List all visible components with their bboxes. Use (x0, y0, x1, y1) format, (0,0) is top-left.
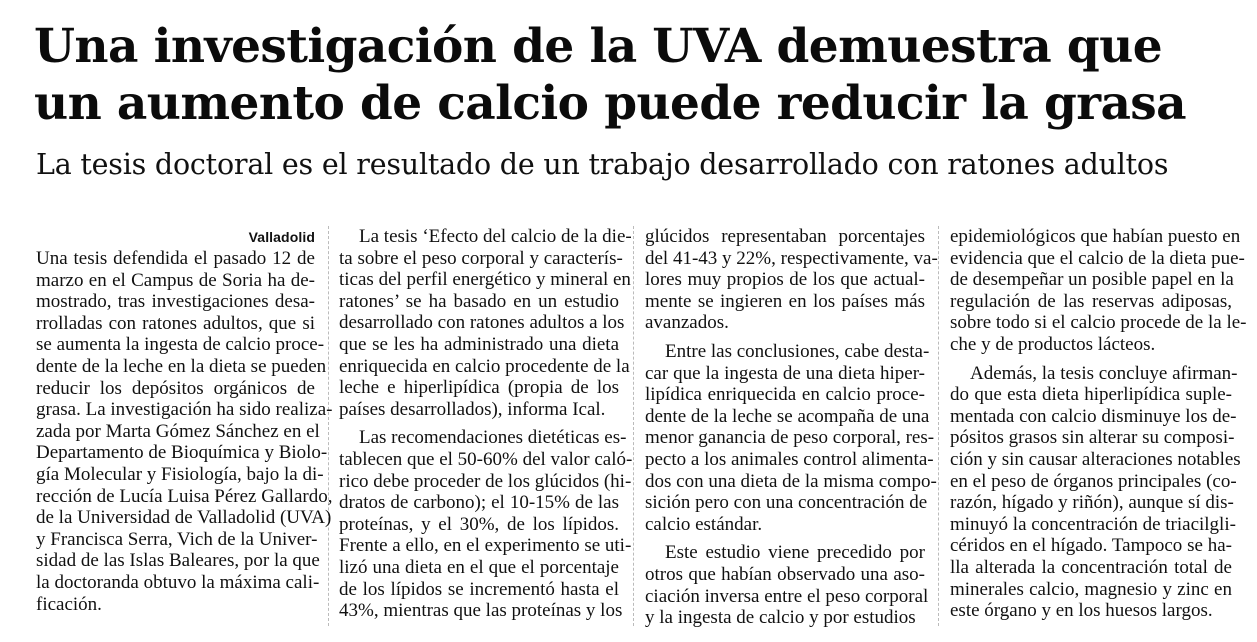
article-paragraph (36, 248, 333, 615)
headline-line: un aumento de calcio puede reducir la grasa (34, 76, 1187, 131)
article-paragraph (339, 427, 633, 622)
article-paragraph (645, 542, 929, 629)
text-line: car que la ingesta de una dieta hiper- (645, 362, 925, 384)
text-line: leche e hiperlipídica (propia de los (339, 377, 619, 399)
text-line: pósitos grasos sin alterar su composi- (950, 427, 1235, 449)
text-line: se aumenta la ingesta de calcio proce- (36, 334, 325, 356)
text-line: lla alterada la concentración total de (950, 556, 1232, 578)
text-line: desarrollado con ratones adultos a los (339, 312, 625, 334)
column-divider (328, 226, 329, 626)
dateline: Valladolid (248, 229, 315, 245)
text-line: ciación inversa entre el peso corporal (645, 585, 929, 607)
text-line: minuyó la concentración de triacilgli- (950, 513, 1236, 535)
text-line: de la Universidad de Valladolid (UVA) (36, 507, 332, 529)
text-line: glúcidos representaban porcentajes (645, 226, 925, 247)
text-line: Este estudio viene precedido por (665, 542, 925, 564)
text-line: lizó una dieta en el que el porcentaje (339, 556, 619, 578)
text-line: y Francisca Serra, Vich de la Univer- (36, 528, 318, 550)
text-line: menor ganancia de peso corporal, res- (645, 427, 935, 449)
text-line: y la ingesta de calcio y por estudios (645, 607, 916, 629)
text-line: enriquecida en calcio procedente de la (339, 355, 630, 377)
article-column-1 (36, 226, 333, 615)
headline-line: Una investigación de la UVA demuestra que (34, 19, 1163, 74)
text-line: marzo en el Campus de Soria ha de- (36, 269, 315, 291)
text-line: sobre todo si el calcio procede de la le- (950, 312, 1247, 334)
text-line: otros que habían observado una aso- (645, 563, 925, 585)
text-line: Departamento de Bioquímica y Biolo- (36, 442, 328, 464)
article-column-3 (645, 226, 938, 629)
text-line: epidemiológicos que habían puesto en (950, 226, 1241, 247)
text-line: rección de Lucía Luisa Pérez Gallardo, (36, 485, 333, 507)
text-line: pecto a los animales control alimenta- (645, 448, 934, 470)
text-line: países desarrollados), informa Ical. (339, 398, 606, 420)
article-paragraph (950, 226, 1247, 356)
text-line: La tesis ‘Efecto del calcio de la die- (359, 226, 632, 247)
text-line: que se les ha administrado una dieta (339, 333, 619, 355)
text-line: céridos en el hígado. Tampoco se ha- (950, 535, 1232, 557)
text-line: mentada con calcio disminuye los de- (950, 405, 1237, 427)
text-line: Una tesis defendida el pasado 12 de (36, 248, 315, 269)
text-line: grasa. La investigación ha sido realiza- (36, 399, 333, 421)
text-line: del 41-43 y 22%, respectivamente, va- (645, 247, 938, 269)
text-line: avanzados. (645, 312, 729, 334)
text-line: mente se ingieren en los países más (645, 290, 925, 312)
text-line: ticas del perfil energético y mineral en (339, 269, 631, 291)
text-line: proteínas, y el 30%, de los lípidos. (339, 513, 619, 535)
article-paragraph (645, 226, 938, 334)
text-line: Además, la tesis concluye afirman- (970, 362, 1238, 384)
text-line: rico debe proceder de los glúcidos (hi- (339, 470, 632, 492)
text-line: este órgano y en los huesos largos. (950, 600, 1213, 622)
subtitle: La tesis doctoral es el resultado de un trabajo desarrollado con ratones adultos (36, 148, 1169, 181)
text-line: Frente a ello, en el experimento se uti- (339, 535, 632, 557)
text-line: sición pero con una concentración de (645, 492, 928, 514)
text-line: la doctoranda obtuvo la máxima cali- (36, 571, 320, 593)
column-divider (633, 226, 634, 626)
text-line: ta sobre el peso corporal y caracterís- (339, 247, 623, 269)
text-line: gía Molecular y Fisiología, bajo la di- (36, 463, 324, 485)
text-line: reducir los depósitos orgánicos de (36, 377, 315, 399)
text-line: lipídica enriquecida en calcio proce- (645, 384, 925, 406)
text-line: de los lípidos se incrementó hasta el (339, 578, 619, 600)
text-line: mostrado, tras investigaciones desa- (36, 291, 315, 313)
text-line: calcio estándar. (645, 513, 763, 535)
article-paragraph (645, 340, 937, 535)
text-line: ción y sin causar alteraciones notables (950, 448, 1241, 470)
text-line: evidencia que el calcio de la dieta pue- (950, 247, 1245, 269)
text-line: de desempeñar un posible papel en la (950, 269, 1234, 291)
text-line: razón, hígado y riñón), aunque sí dis- (950, 492, 1234, 514)
text-line: dratos de carbono); el 10-15% de las (339, 492, 619, 514)
text-line: tablecen que el 50-60% del valor caló- (339, 448, 633, 470)
text-line: rrolladas con ratones adultos, que si (36, 312, 315, 334)
text-line: do que esta dieta hiperlipídica suple- (950, 384, 1232, 406)
text-line: dente de la leche se acompaña de una (645, 405, 930, 427)
column-divider (938, 226, 939, 626)
text-line: Las recomendaciones dietéticas es- (359, 427, 627, 449)
text-line: 43%, mientras que las proteínas y los (339, 600, 623, 622)
text-line: dos con una dieta de la misma compo- (645, 470, 937, 492)
text-line: che y de productos lácteos. (950, 333, 1156, 355)
text-line: dente de la leche en la dieta se pueden (36, 355, 327, 377)
article-column-2 (339, 226, 633, 622)
article-paragraph (339, 226, 632, 420)
headline (34, 18, 1249, 132)
text-line: sidad de las Islas Baleares, por la que (36, 550, 320, 572)
text-line: ficación. (36, 593, 102, 615)
text-line: lores muy propios de los que actual- (645, 269, 925, 291)
text-line: ratones’ se ha basado en un estudio (339, 290, 619, 312)
text-line: en el peso de órganos principales (co- (950, 470, 1237, 492)
article-paragraph (950, 362, 1241, 622)
article-column-4 (950, 226, 1247, 622)
text-line: zada por Marta Gómez Sánchez en el (36, 420, 320, 442)
text-line: Entre las conclusiones, cabe desta- (665, 340, 930, 362)
text-line: regulación de las reservas adiposas, (950, 290, 1232, 312)
text-line: minerales calcio, magnesio y zinc en (950, 578, 1232, 600)
